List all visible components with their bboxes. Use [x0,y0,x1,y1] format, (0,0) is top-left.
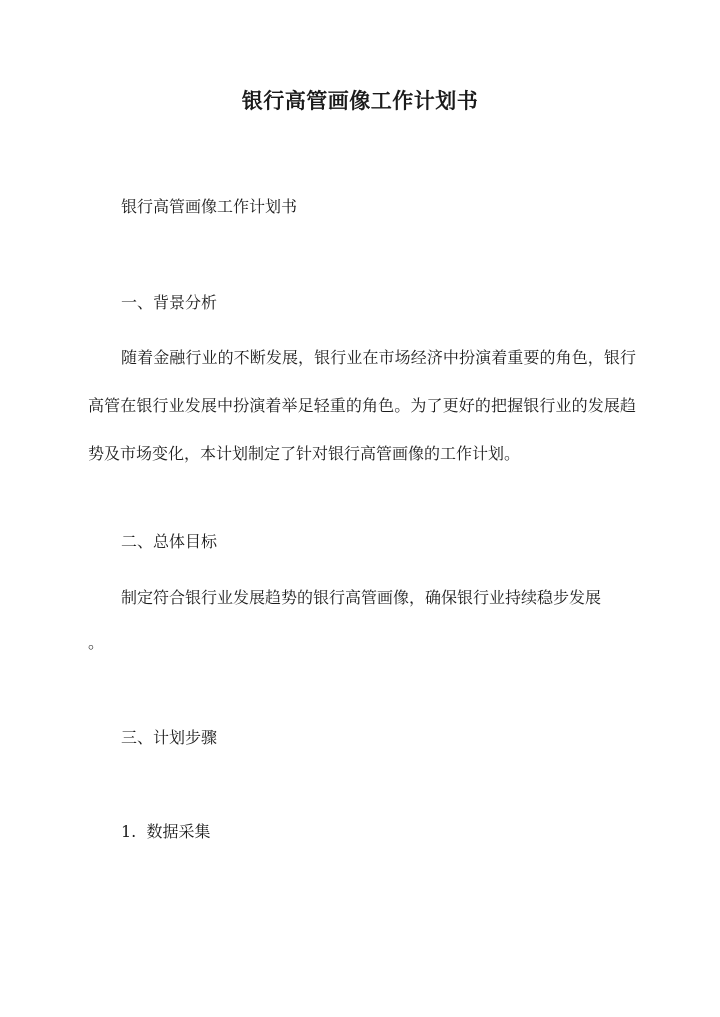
section-paragraph-background: 随着金融行业的不断发展，银行业在市场经济中扮演着重要的角色，银行高管在银行业发展中扮演着举足轻重的角色。为了更好的把握银行业的发展趋势及市场变化，本计划制定了针对银行高管画像的工作计划。 [88,348,636,463]
document-subtitle: 银行高管画像工作计划书 [121,197,298,216]
section-heading-steps: 三、计划步骤 [121,728,218,747]
step-item-data-collection: 1. 数据采集 [121,822,211,841]
section-heading-goal: 二、总体目标 [121,532,218,551]
document-title: 银行高管画像工作计划书 [241,88,479,113]
section-paragraph-goal-line2: 。 [88,633,105,652]
section-heading-background: 一、背景分析 [121,293,218,312]
section-paragraph-goal-line1: 制定符合银行业发展趋势的银行高管画像，确保银行业持续稳步发展 [121,588,602,607]
